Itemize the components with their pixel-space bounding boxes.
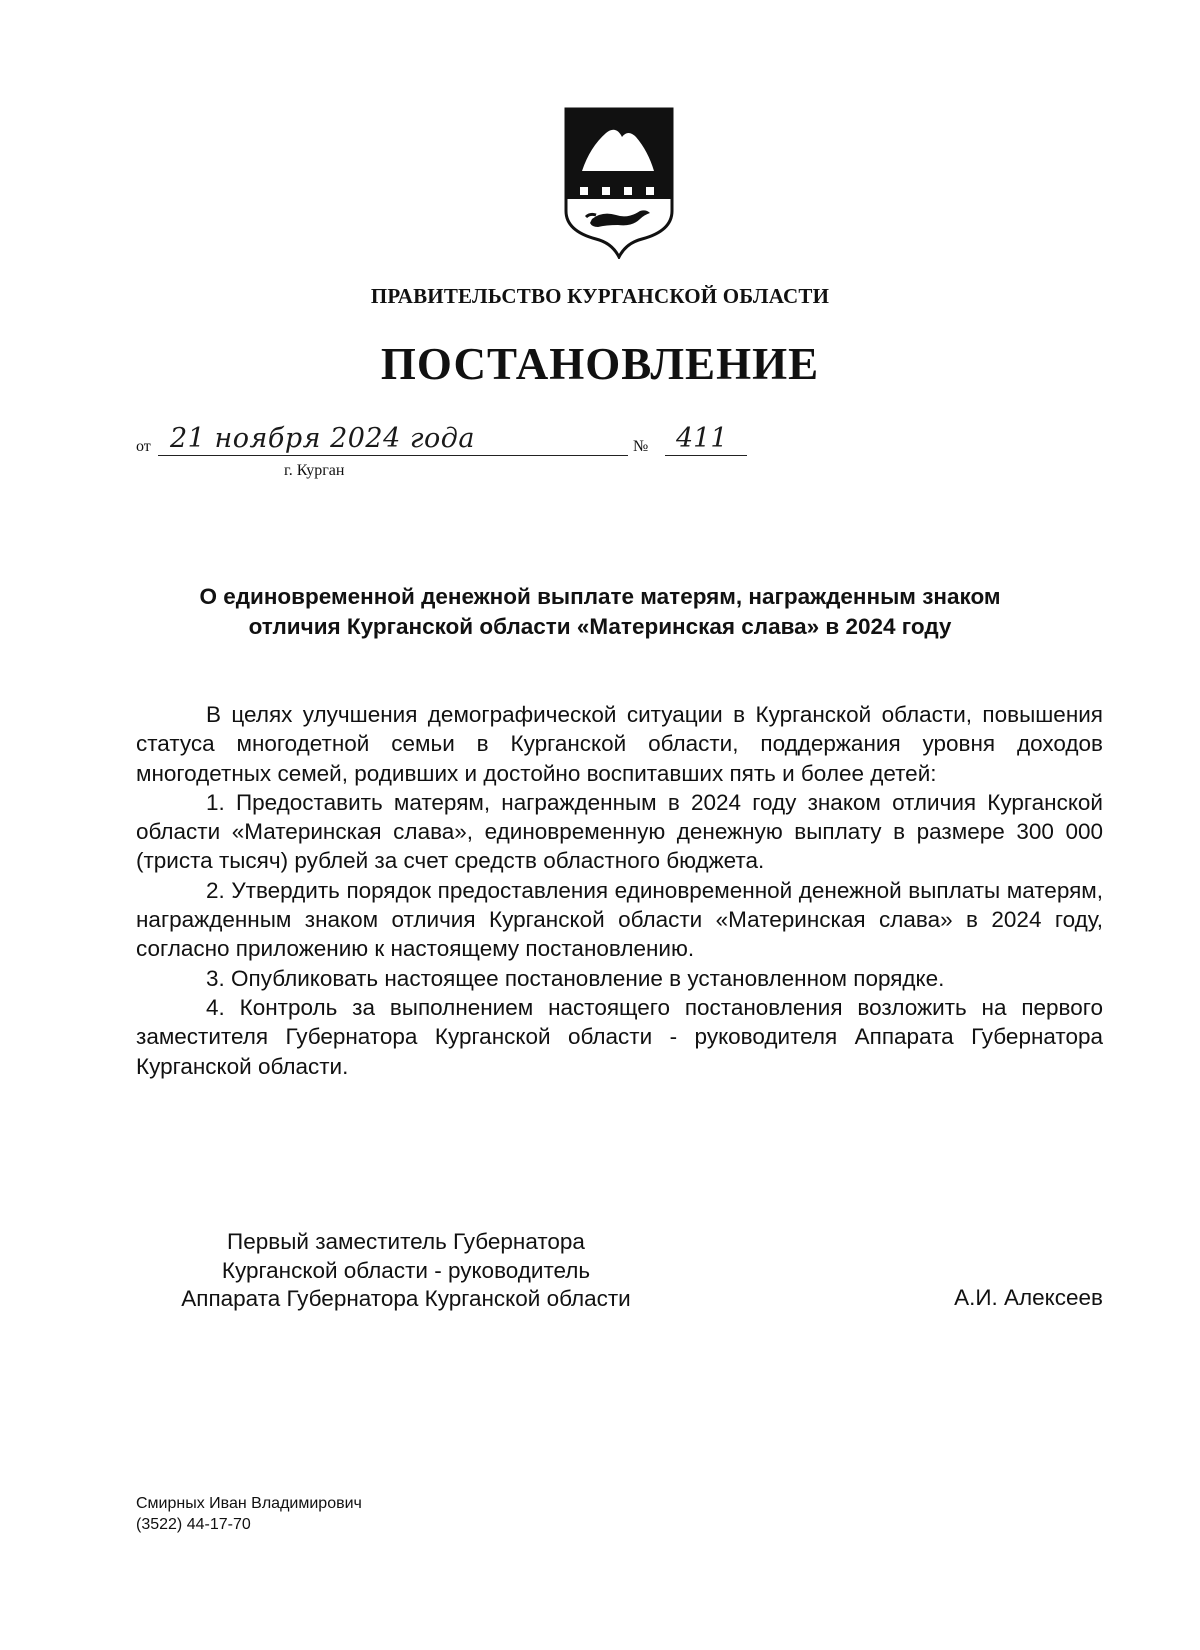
position-line: Курганской области - руководитель xyxy=(221,1257,591,1283)
handwritten-date: 21 ноября 2024 года xyxy=(170,423,475,454)
date-number-line xyxy=(136,423,728,484)
resolution-item: 2. Утвердить порядок предоставления единовременной денежной выплаты матерям, награжденным знаком отличия Курганской области «Материнская слава» в 2024 году, согласно приложению к настоящему постановлению. xyxy=(136,877,1103,962)
coat-of-arms-icon xyxy=(562,107,676,259)
signatory-position xyxy=(136,1228,676,1314)
resolution-item: 3. Опубликовать настоящее постановление в установленном порядке. xyxy=(206,965,945,991)
resolution-item: 4. Контроль за выполнением настоящего постановления возложить на первого заместителя Губернатора Курганской области - руководителя Аппарата Губернатора Курганской области. xyxy=(136,994,1103,1079)
document-body xyxy=(136,700,1103,1081)
signatory-name: А.И. Алексеев xyxy=(954,1285,1103,1310)
handwritten-number: 411 xyxy=(676,423,728,454)
executor-name: Смирных Иван Владимирович xyxy=(136,1495,362,1512)
city-label: г. Курган xyxy=(284,462,345,479)
number-label: № xyxy=(633,438,649,455)
subject-line: отличия Курганской области «Материнская слава» в 2024 году xyxy=(248,614,952,639)
executor-info xyxy=(136,1493,362,1535)
number-underline xyxy=(665,455,747,456)
preamble-paragraph: В целях улучшения демографической ситуации в Курганской области, повышения статуса многодетной семьи в Курганской области, поддержания уровня доходов многодетных семей, родивших и достойно воспитавших пять и более детей: xyxy=(136,702,1103,786)
government-title: ПРАВИТЕЛЬСТВО КУРГАНСКОЙ ОБЛАСТИ xyxy=(370,284,830,308)
document-subject xyxy=(130,582,1070,642)
document-type-title: ПОСТАНОВЛЕНИЕ xyxy=(380,339,820,389)
executor-phone: (3522) 44-17-70 xyxy=(136,1516,251,1533)
position-line: Аппарата Губернатора Курганской области xyxy=(181,1286,631,1311)
date-from-label: от xyxy=(136,438,151,455)
resolution-item: 1. Предоставить матерям, награжденным в 2024 году знаком отличия Курганской области «Материнская слава», единовременную денежную выплату в размере 300 000 (триста тысяч) рублей за счет средств областного бюджета. xyxy=(136,789,1103,874)
position-line: Первый заместитель Губернатора xyxy=(227,1229,585,1254)
date-underline xyxy=(158,455,628,456)
subject-line: О единовременной денежной выплате матерям, награжденным знаком xyxy=(199,584,1001,609)
